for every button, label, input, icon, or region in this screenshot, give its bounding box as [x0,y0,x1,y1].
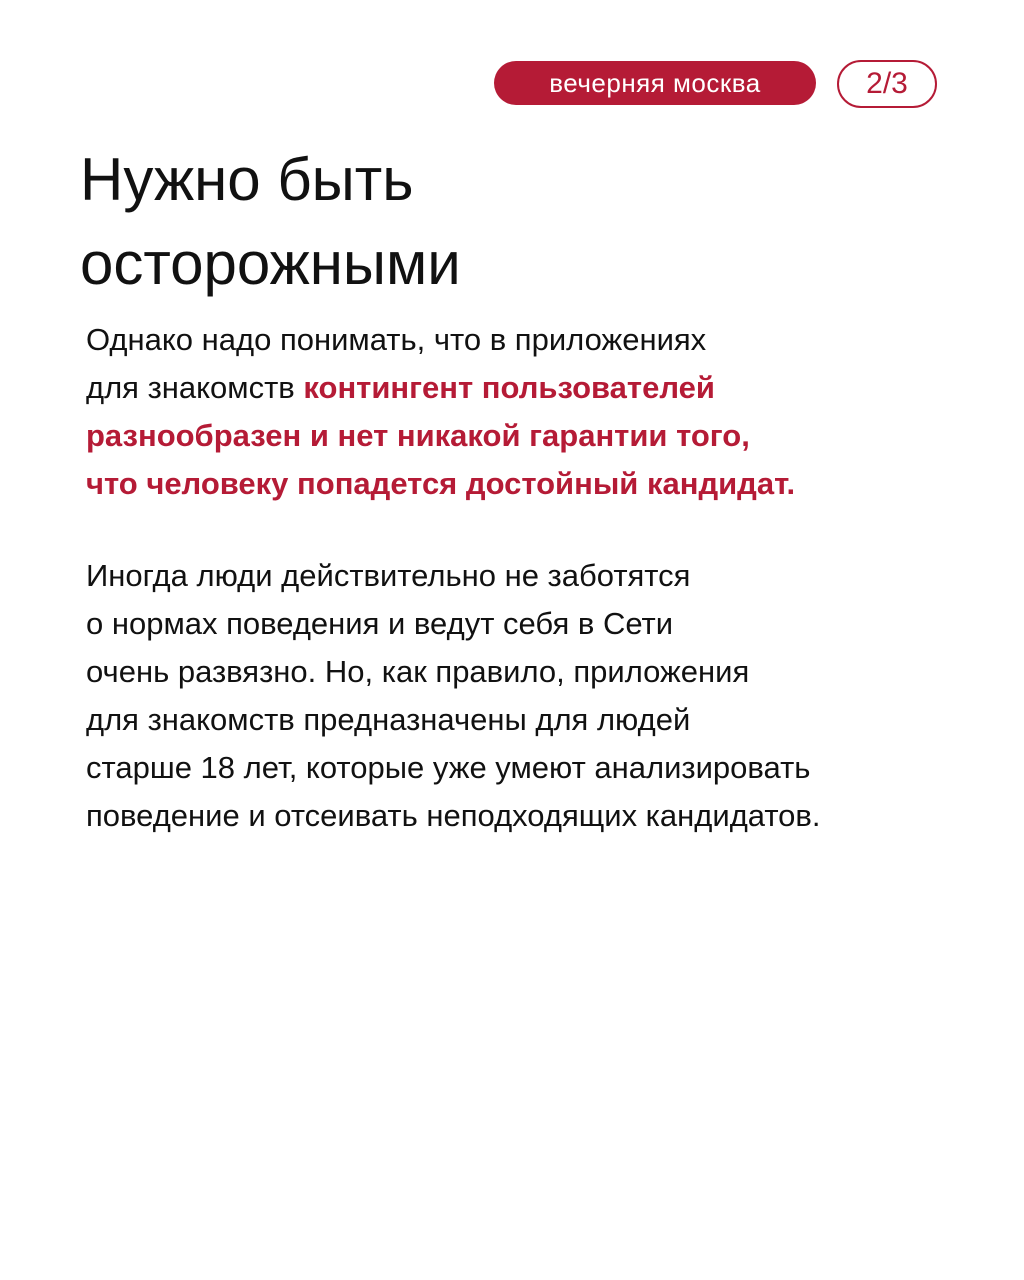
paragraph-details-line: Иногда люди действительно не заботятся [86,558,691,593]
highlighted-text: что человеку попадется достойный кандидат. [86,466,796,501]
paragraph-intro-plain-text: для знакомств [86,370,304,405]
highlighted-text: разнообразен и нет никакой гарантии того, [86,418,750,453]
paragraph-details-line: поведение и отсеивать неподходящих кандидатов. [86,798,821,833]
paragraph-details-line: для знакомств предназначены для людей [86,702,691,737]
paragraph-intro-line-2 [86,364,966,412]
paragraph-intro [86,316,966,508]
brand-badge: вечерняя москва [494,61,816,105]
title-line-2: осторожными [80,230,461,297]
paragraph-details [86,552,966,840]
paragraph-intro-line-1: Однако надо понимать, что в приложениях [86,322,707,357]
page-title [80,138,940,306]
paragraph-details-line: очень развязно. Но, как правило, приложения [86,654,750,689]
title-line-1: Нужно быть [80,146,414,213]
paragraph-details-line: о нормах поведения и ведут себя в Сети [86,606,674,641]
highlighted-text: контингент пользователей [303,370,715,405]
page-counter: 2/3 [837,60,937,108]
paragraph-details-line: старше 18 лет, которые уже умеют анализировать [86,750,811,785]
